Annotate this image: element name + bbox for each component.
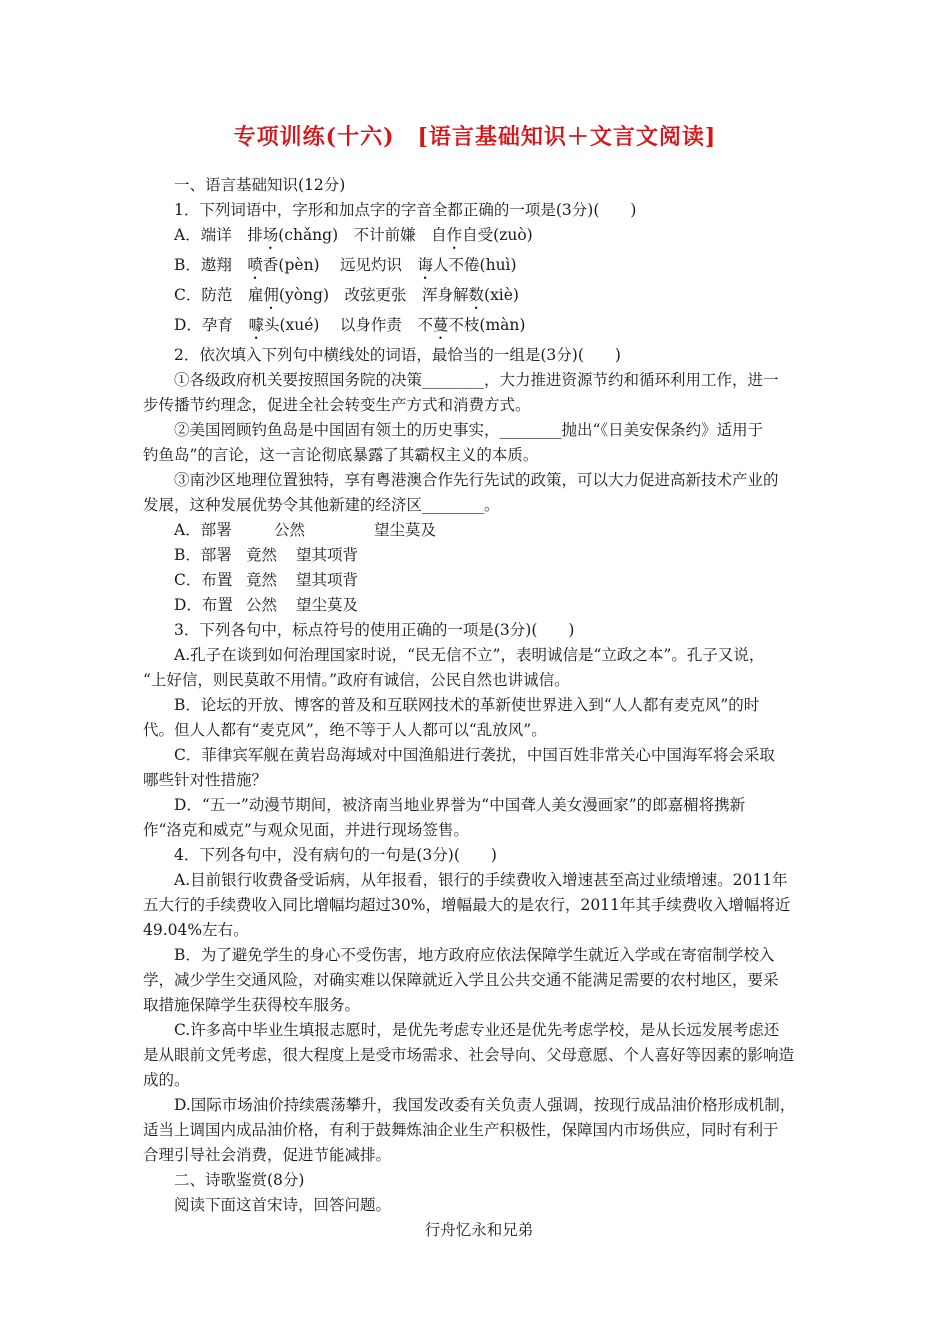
option-a: A．端详 排场(chǎng) 不计前嫌 自作自受(zuò) — [174, 226, 533, 244]
option-a-cont: 49.04%左右。 — [143, 921, 249, 939]
option-c: C．布置 竟然 望其项背 — [174, 571, 359, 589]
poem-title: 行舟忆永和兄弟 — [424, 1221, 534, 1239]
option-d: D.国际市场油价持续震荡攀升，我国发改委有关负责人强调，按现行成品油价格形成机制， — [174, 1096, 796, 1114]
section-heading: 二、诗歌鉴赏(8分) — [174, 1171, 305, 1189]
section-heading: 一、语言基础知识(12分) — [174, 176, 346, 194]
option-d: D．“五一”动漫节期间，被济南当地业界誉为“中国聋人美女漫画家”的郎嘉楣将携新 — [174, 796, 746, 814]
option-c-cont: 成的。 — [143, 1071, 190, 1089]
option-d-cont: 合理引导社会消费，促进节能减排。 — [143, 1146, 392, 1164]
question-stem: 1．下列词语中，字形和加点字的字音全都正确的一项是(3分)( ) — [174, 201, 637, 219]
option-c: C．防范 雇佣(yòng) 改弦更张 浑身解数(xiè) — [174, 286, 519, 304]
option-d: D．孕育 噱头(xué) 以身作责 不蔓不枝(màn) — [174, 316, 526, 334]
option-d: D．布置 公然 望尘莫及 — [174, 596, 359, 614]
page-title: 专项训练(十六) [语言基础知识＋文言文阅读] — [233, 124, 717, 150]
question-stem: 3．下列各句中，标点符号的使用正确的一项是(3分)( ) — [174, 621, 575, 639]
option-b: B．论坛的开放、博客的普及和互联网技术的革新使世界进入到“人人都有麦克风”的时 — [174, 696, 760, 714]
document-body — [143, 173, 815, 1243]
option-c: C．菲律宾军舰在黄岩岛海域对中国渔船进行袭扰，中国百姓非常关心中国海军将会采取 — [174, 746, 775, 764]
option-a-cont: “上好信，则民莫敢不用情。”政府有诚信，公民自然也讲诚信。 — [143, 671, 570, 689]
question-stem: 2．依次填入下列句中横线处的词语，最恰当的一组是(3分)( ) — [174, 346, 621, 364]
option-b: B．遨翔 喷香(pèn) 远见灼识 诲人不倦(huì) — [174, 256, 517, 274]
option-a: A．部署 公然 望尘莫及 — [174, 521, 437, 539]
option-c-cont: 是从眼前文凭考虑，很大程度上是受市场需求、社会导向、父母意愿、个人喜好等因素的影响造 — [143, 1046, 795, 1064]
option-b-cont: 学，减少学生交通风险，对确实难以保障就近入学且公共交通不能满足需要的农村地区，要采 — [143, 971, 779, 989]
sentence-line: 发展，这种发展优势令其他新建的经济区________。 — [143, 496, 500, 514]
option-a: A.目前银行收费备受诟病，从年报看，银行的手续费收入增速甚至高过业绩增速。2011年 — [174, 871, 788, 889]
option-b-cont: 代。但人人都有“麦克风”，绝不等于人人都可以“乱放风”。 — [143, 721, 547, 739]
option-b-cont: 取措施保障学生获得校车服务。 — [143, 996, 361, 1014]
sentence-line: ②美国罔顾钓鱼岛是中国固有领土的历史事实，________抛出“《日美安保条约》适用于 — [174, 421, 764, 439]
sentence-line: ①各级政府机关要按照国务院的决策________，大力推进资源节约和循环利用工作，进一 — [174, 371, 779, 389]
option-a: A.孔子在谈到如何治理国家时说，“民无信不立”，表明诚信是“立政之本”。孔子又说， — [174, 646, 765, 664]
sentence-line: 步传播节约理念，促进全社会转变生产方式和消费方式。 — [143, 396, 531, 414]
option-c: C.许多高中毕业生填报志愿时，是优先考虑专业还是优先考虑学校，是从长远发展考虑还 — [174, 1021, 780, 1039]
option-a-cont: 五大行的手续费收入同比增幅均超过30%，增幅最大的是农行，2011年其手续费收入增幅将近 — [143, 896, 791, 914]
sentence-line: 钓鱼岛”的言论，这一言论彻底暴露了其霸权主义的本质。 — [143, 446, 539, 464]
option-b: B．部署 竟然 望其项背 — [174, 546, 359, 564]
option-d-cont: 作“洛克和威克”与观众见面，并进行现场签售。 — [143, 821, 469, 839]
option-b: B．为了避免学生的身心不受伤害，地方政府应依法保障学生就近入学或在寄宿制学校入 — [174, 946, 775, 964]
sentence-line: ③南沙区地理位置独特，享有粤港澳合作先行先试的政策，可以大力促进高新技术产业的 — [174, 471, 779, 489]
option-c-cont: 哪些针对性措施？ — [143, 771, 268, 789]
poem-intro: 阅读下面这首宋诗，回答问题。 — [174, 1196, 392, 1214]
option-d-cont: 适当上调国内成品油价格，有利于鼓舞炼油企业生产积极性，保障国内市场供应，同时有利于 — [143, 1121, 779, 1139]
question-stem: 4．下列各句中，没有病句的一句是(3分)( ) — [174, 846, 497, 864]
